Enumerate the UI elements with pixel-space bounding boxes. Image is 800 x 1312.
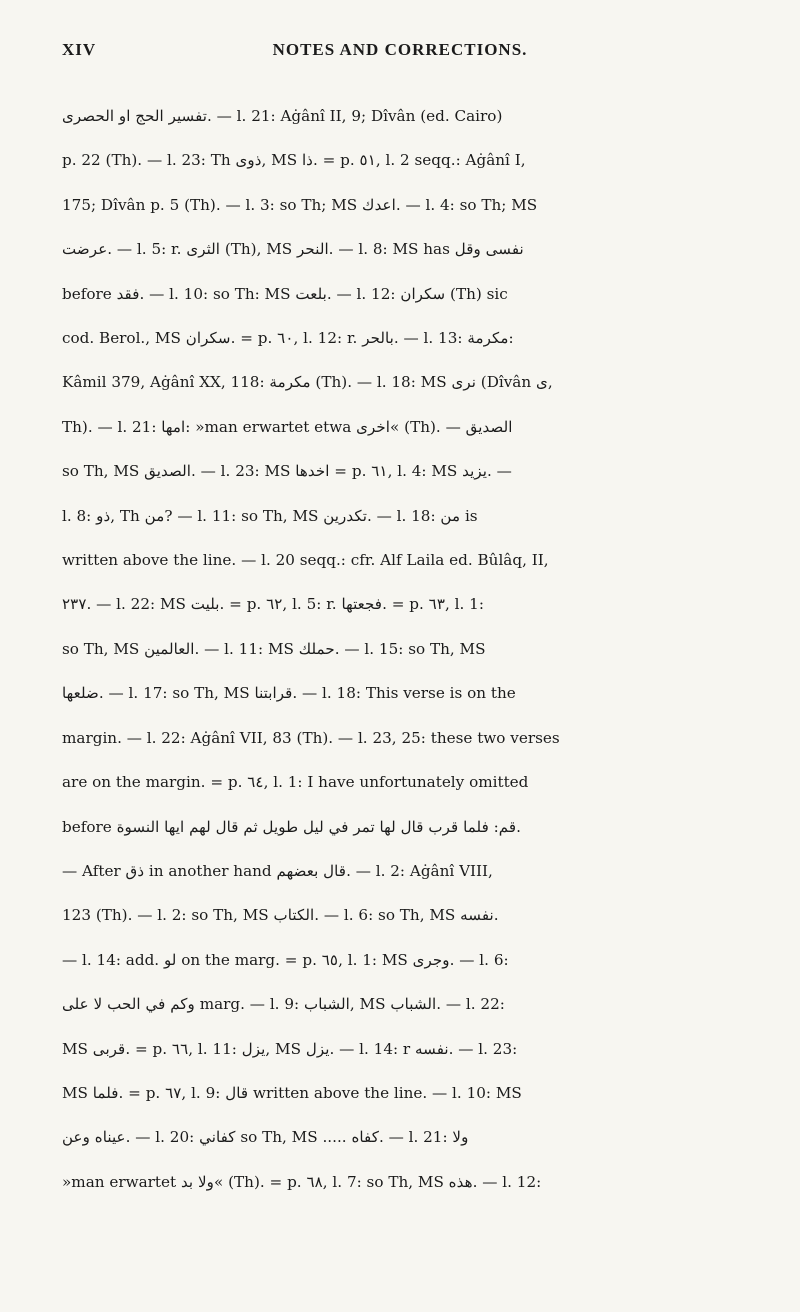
text-line: ضلعها. — l. 17: so Th, MS قرابتنا. — l. 18: This verse is on the (62, 684, 516, 703)
text-line: عرضت. — l. 5: r. الثرى (Th), MS النحر. — l. 8: MS has نفسى وقل (62, 240, 524, 259)
text-line: margin. — l. 22: Aġânî VII, 83 (Th). — l. 23, 25: these two verses (62, 728, 560, 747)
text-line: 175; Dîvân p. 5 (Th). — l. 3: so Th; MS اعدك. — l. 4: so Th; MS (62, 195, 538, 214)
text-line: cod. Berol., MS سكران. = p. ٦٠, l. 12: r. بالحر. — l. 13: مكرمة: (62, 329, 514, 348)
text-line: تفسير الحج او الحصرى. — l. 21: Aġânî II, 9; Dîvân (ed. Cairo) (62, 107, 503, 125)
text-line: before فقد. — l. 10: so Th: MS بلعت. — l. 12: سكران (Th) sic (62, 284, 508, 303)
text-line: before قم: فلما قرب قال لها تمر في ليل طويل ثم قال لهم ايها النسوة. (62, 817, 521, 836)
text-line: p. 22 (Th). — l. 23: Th ذوى, MS ذا. = p. ٥١, l. 2 seqq.: Aġânî I, (62, 151, 526, 170)
text-line: ٢٣٧. — l. 22: MS بليت. = p. ٦٢, l. 5: r. فجعتها. = p. ٦٣, l. 1: (62, 595, 484, 614)
page-header (62, 40, 738, 60)
text-line: عيناه وعن. — l. 20: كفاني so Th, MS ..... كفاه. — l. 21: ولا (62, 1128, 469, 1147)
text-line: Th). — l. 21: امها: »man erwartet etwa اخرى« (Th). — الصديق (62, 417, 513, 436)
text-line: written above the line. — l. 20 seqq.: cfr. Alf Laila ed. Bûlâq, II, (62, 551, 549, 570)
text-line: — l. 14: add. لو on the marg. = p. ٦٥, l. 1: MS وجرى. — l. 6: (62, 950, 509, 969)
text-line: 123 (Th). — l. 2: so Th, MS الكتاب. — l. 6: so Th, MS نفسه. (62, 906, 499, 925)
text-line: وكم في الحب لا على marg. — l. 9: الشباب, MS الشباب. — l. 22: (62, 995, 505, 1014)
running-title: NOTES AND CORRECTIONS. (272, 40, 528, 59)
text-line: are on the margin. = p. ٦٤, l. 1: I have unfortunately omitted (62, 773, 529, 792)
text-line: Kâmil 379, Aġânî XX, 118: مكرمة (Th). — l. 18: MS نرى (Dîvân ى, (62, 373, 553, 392)
text-line: so Th, MS الصديق. — l. 23: MS اخدها = p. ٦١, l. 4: MS يزيد. — (62, 462, 512, 481)
page-number: XIV (62, 40, 97, 59)
text-line: l. 8: ذو, Th من? — l. 11: so Th, MS تكدرين. — l. 18: من is (62, 506, 478, 525)
text-line: MS قربى. = p. ٦٦, l. 11: يزل, MS يزل. — l. 14: r نفسه. — l. 23: (62, 1039, 518, 1058)
text-line: — After ذق in another hand قال بعضهم. — l. 2: Aġânî VIII, (62, 861, 493, 880)
text-line: »man erwartet ولا بد« (Th). = p. ٦٨, l. 7: so Th, MS هذه. — l. 12: (62, 1172, 542, 1191)
text-line: so Th, MS العالمين. — l. 11: MS حملك. — l. 15: so Th, MS (62, 639, 486, 658)
notes-body (62, 94, 738, 1204)
text-line: MS فلما. = p. ٦٧, l. 9: قال written above the line. — l. 10: MS (62, 1083, 522, 1102)
